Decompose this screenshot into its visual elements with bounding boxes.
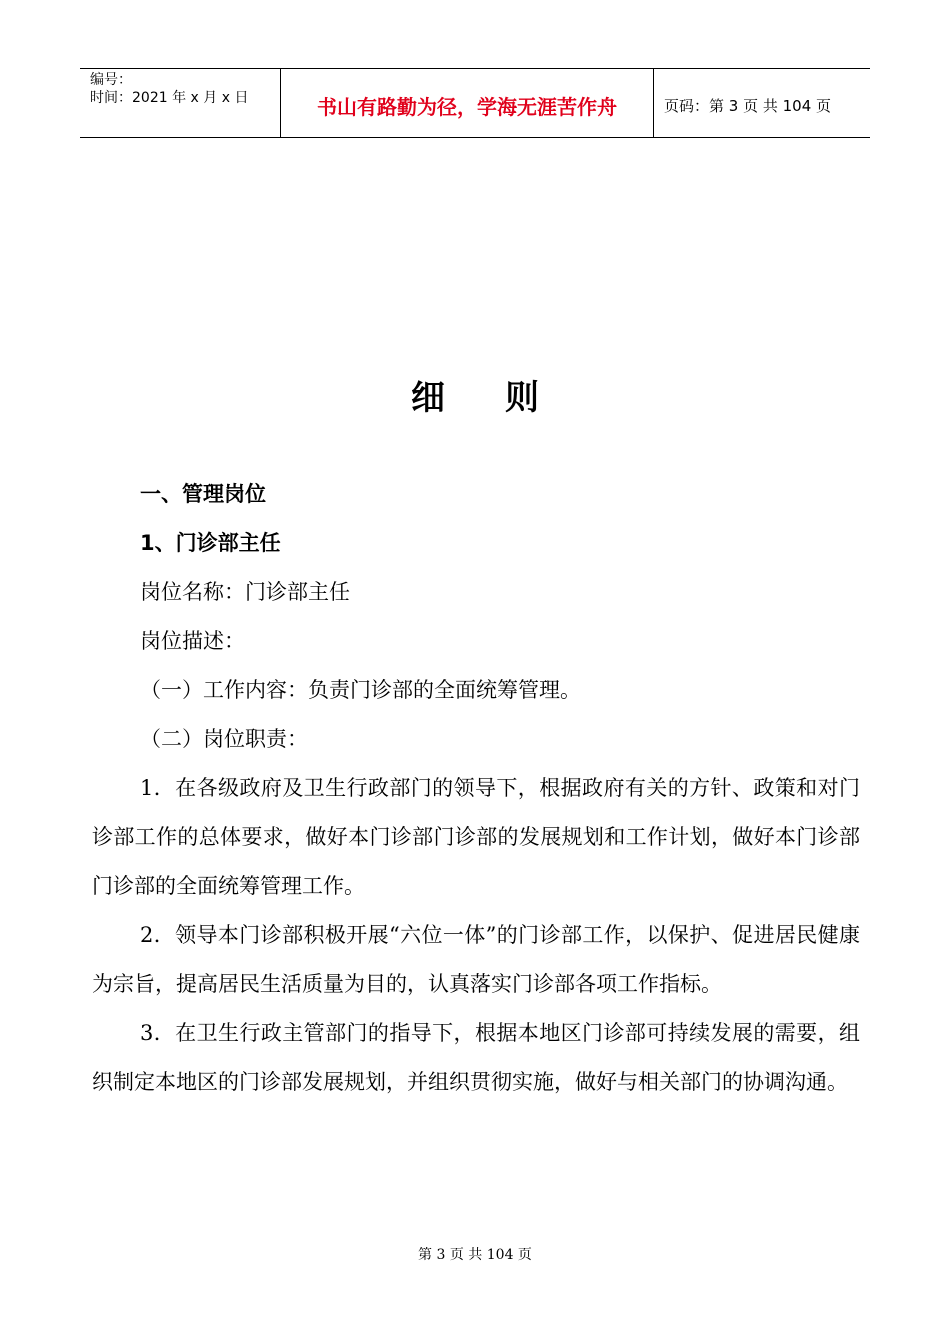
work-content: （一）工作内容：负责门诊部的全面统筹管理。 xyxy=(140,678,581,702)
header-page-info: 页码：第 3 页 共 104 页 xyxy=(664,96,832,115)
duty-paragraph-3: 3．在卫生行政主管部门的指导下，根据本地区门诊部可持续发展的需要，组织制定本地区的门诊部发展规划，并组织贯彻实施，做好与相关部门的协调沟通。 xyxy=(92,1021,860,1094)
date-label: 时间：2021 年 x 月 x 日 xyxy=(90,90,249,106)
header-motto: 书山有路勤为径，学海无涯苦作舟 xyxy=(281,69,654,137)
duty-paragraph-1: 1．在各级政府及卫生行政部门的领导下，根据政府有关的方针、政策和对门诊部工作的总体要求，做好本门诊部门诊部的发展规划和工作计划，做好本门诊部门诊部的全面统筹管理工作。 xyxy=(92,776,860,898)
document-body xyxy=(92,470,860,1107)
duties-label: （二）岗位职责： xyxy=(140,727,308,751)
post-description-label: 岗位描述： xyxy=(140,629,245,653)
subsection-heading: 1、门诊部主任 xyxy=(140,531,281,555)
page-header xyxy=(80,68,870,138)
number-label: 编号： xyxy=(90,72,132,88)
post-name: 岗位名称：门诊部主任 xyxy=(140,580,350,604)
header-meta xyxy=(80,69,281,137)
document-title: 细则 xyxy=(411,378,599,418)
duty-paragraph-2: 2．领导本门诊部积极开展“六位一体”的门诊部工作，以保护、促进居民健康为宗旨，提高居民生活质量为目的，认真落实门诊部各项工作指标。 xyxy=(92,923,860,996)
page-footer: 第 3 页 共 104 页 xyxy=(418,1247,532,1263)
section-heading: 一、管理岗位 xyxy=(140,482,266,506)
